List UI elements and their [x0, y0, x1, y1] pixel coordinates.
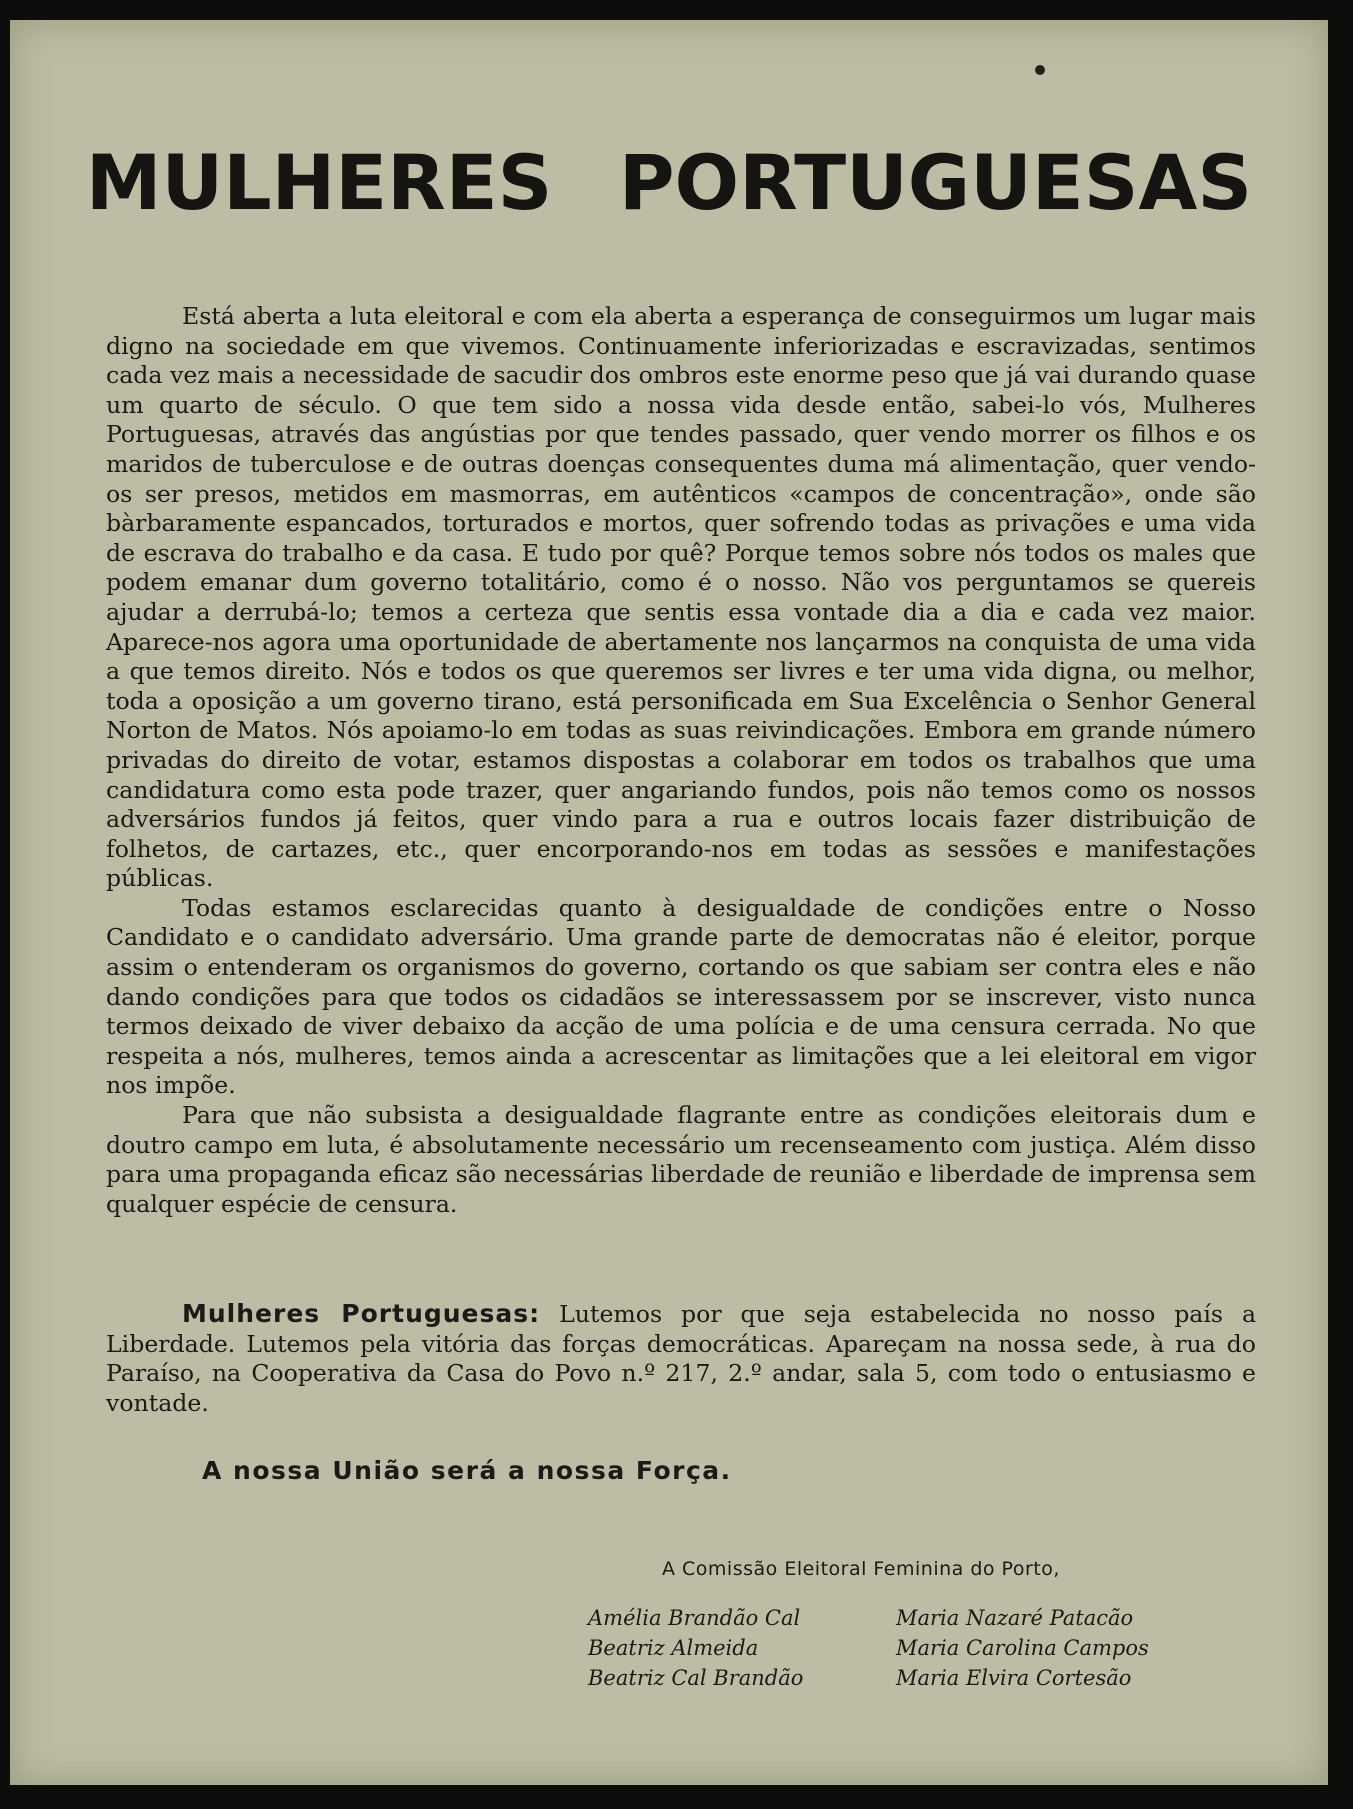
appeal-text: Lutemos por que seja estabelecida no nosso país a Liberdade. Lutemos pela vitória das forças democráticas. Apareçam na nossa sede, à rua do Paraíso, na Cooperativa da Casa do Povo n.º 217, 2.º andar, sala 5, com todo o entusiasmo e vontade.	[106, 1300, 1257, 1417]
signatory-name: Maria Elvira Cortesão	[896, 1666, 1132, 1690]
signatory-name: Amélia Brandão Cal	[588, 1606, 801, 1630]
appeal-label: Mulheres Portuguesas:	[182, 1299, 541, 1328]
committee-name: A Comissão Eleitoral Feminina do Porto,	[662, 1558, 1060, 1580]
appeal-paragraph	[106, 1299, 1256, 1418]
slogan: A nossa União será a nossa Força.	[202, 1456, 732, 1485]
signatory-name: Maria Carolina Campos	[896, 1636, 1149, 1660]
signatory-name: Maria Nazaré Patacão	[896, 1606, 1134, 1630]
signatories-left-column	[588, 1603, 803, 1693]
ink-speck	[1035, 65, 1045, 75]
signatory-name: Beatriz Almeida	[588, 1636, 759, 1660]
paragraph: Para que não subsista a desigualdade flagrante entre as condições eleitorais dum e doutro campo em luta, é absolutamente necessário um recenseamento com justiça. Além disso para uma propaganda eficaz são necessárias liberdade de reunião e liberdade de imprensa sem qualquer espécie de censura.	[106, 1101, 1256, 1218]
pamphlet-title: MULHERES PORTUGUESAS	[85, 138, 1253, 227]
pamphlet-sheet	[10, 20, 1328, 1785]
signatory-name: Beatriz Cal Brandão	[588, 1666, 804, 1690]
paragraph: Está aberta a luta eleitoral e com ela aberta a esperança de conseguirmos um lugar mais digno na sociedade em que vivemos. Continuamente inferiorizadas e escravizadas, sentimos cada vez mais a necessidade de sacudir dos ombros este enorme peso que já vai durando quase um quarto de século. O que tem sido a nossa vida desde então, sabei-lo vós, Mulheres Portuguesas, através das angústias por que tendes passado, quer vendo morrer os filhos e os maridos de tuberculose e de outras doenças consequentes duma má alimentação, quer vendo-os ser presos, metidos em masmorras, em autênticos «campos de concentração», onde são bàrbaramente espancados, torturados e mortos, quer sofrendo todas as privações e uma vida de escrava do trabalho e da casa. E tudo por quê? Porque temos sobre nós todos os males que podem emanar dum governo totalitário, como é o nosso. Não vos perguntamos se quereis ajudar a derrubá-lo; temos a certeza que sentis essa vontade dia a dia e cada vez maior. Aparece-nos agora uma oportunidade de abertamente nos lançarmos na conquista de uma vida a que temos direito. Nós e todos os que queremos ser livres e ter uma vida digna, ou melhor, toda a oposição a um governo tirano, está personificada em Sua Excelência o Senhor General Norton de Matos. Nós apoiamo-lo em todas as suas reivindicações. Embora em grande número privadas do direito de votar, estamos dispostas a colaborar em todos os trabalhos que uma candidatura como esta pode trazer, quer angariando fundos, pois não temos como os nossos adversários fundos já feitos, quer vindo para a rua e outros locais fazer distribuição de folhetos, de cartazes, etc., quer encorporando-nos em todas as sessões e manifestações públicas.	[106, 302, 1256, 893]
paragraph: Todas estamos esclarecidas quanto à desigualdade de condições entre o Nosso Candidato e o candidato adversário. Uma grande parte de democratas não é eleitor, porque assim o entenderam os organismos do governo, cortando os que sabiam ser contra eles e não dando condições para que todos os cidadãos se interessassem por se inscrever, visto nunca termos deixado de viver debaixo da acção de uma polícia e de uma censura cerrada. No que respeita a nós, mulheres, temos ainda a acrescentar as limitações que a lei eleitoral em vigor nos impõe.	[106, 893, 1256, 1100]
signatories-right-column	[896, 1603, 1149, 1693]
body-text	[106, 302, 1256, 1219]
